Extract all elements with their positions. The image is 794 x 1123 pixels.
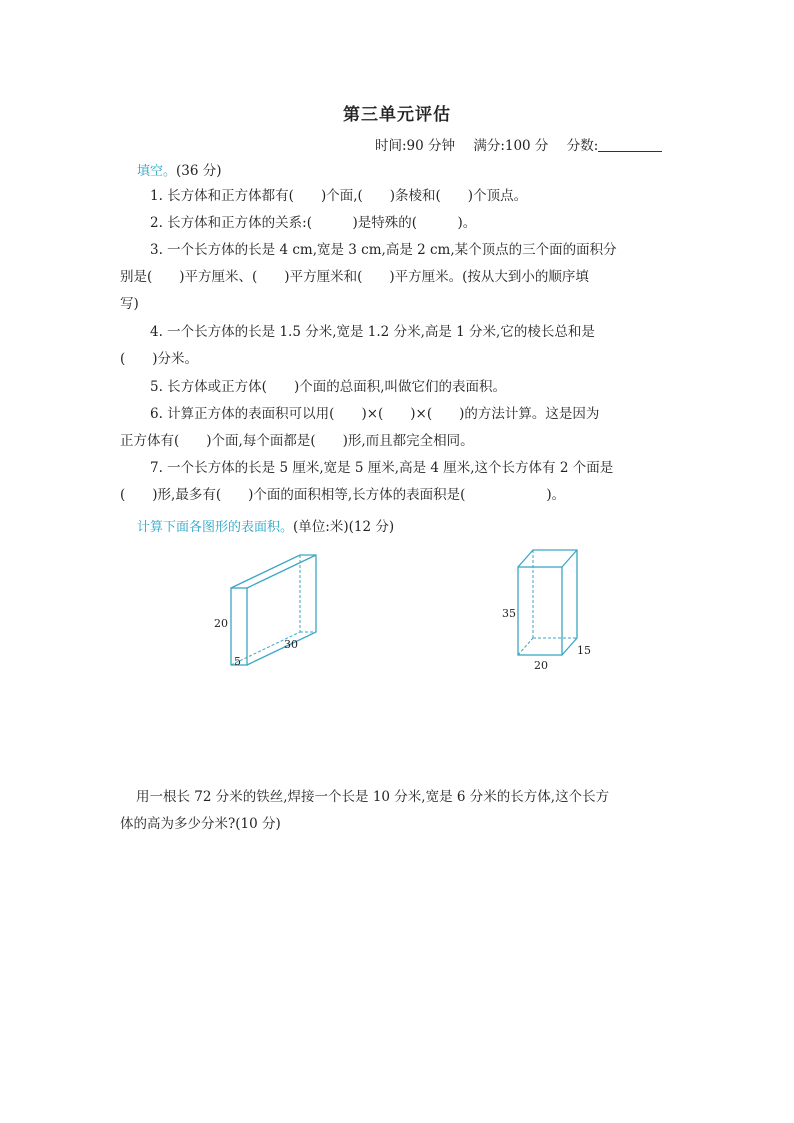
question-line: ( )形,最多有( )个面的面积相等,长方体的表面积是( )。: [120, 487, 566, 503]
exam-meta: [375, 134, 676, 154]
width-label: 5: [234, 655, 241, 668]
question-line: 正方体有( )个面,每个面都是( )形,而且都完全相同。: [120, 433, 474, 449]
section-surface-area: [137, 515, 394, 535]
full-score: 满分:100 分: [473, 138, 549, 154]
height-label: 20: [214, 617, 228, 630]
section-fill-in-points: (36 分): [176, 163, 222, 179]
section-fill-in: [137, 159, 222, 179]
visible-edges: [231, 555, 316, 665]
front-face: [231, 588, 247, 665]
width-label: 15: [577, 644, 591, 657]
top-edge: [562, 550, 577, 567]
section-surface-area-points: (单位:米)(12 分): [293, 519, 395, 535]
question-4: [120, 319, 676, 373]
hidden-edge: [518, 638, 533, 655]
page-title: 第三单元评估: [343, 105, 451, 125]
question-line: 6. 计算正方体的表面积可以用( )×( )×( )的方法计算。这是因为: [150, 406, 600, 422]
question-line: 3. 一个长方体的长是 4 cm,宽是 3 cm,高是 2 cm,某个顶点的三个面的面积分: [150, 242, 617, 258]
question-1: [120, 183, 676, 210]
question-line: 2. 长方体和正方体的关系:( )是特殊的( )。: [150, 215, 477, 231]
problem-line: 体的高为多少分米?(10 分): [120, 816, 281, 832]
question-line: 5. 长方体或正方体( )个面的总面积,叫做它们的表面积。: [150, 379, 506, 395]
question-line: 4. 一个长方体的长是 1.5 分米,宽是 1.2 分米,高是 1 分米,它的棱长总和是: [150, 324, 595, 340]
question-line: 写): [120, 296, 139, 312]
time-limit: 时间:90 分钟: [375, 138, 456, 154]
section-surface-area-head: 计算下面各图形的表面积。: [137, 520, 294, 535]
question-3: [120, 237, 676, 318]
problem-line: 用一根长 72 分米的铁丝,焊接一个长是 10 分米,宽是 6 分米的长方体,这个长方: [136, 789, 610, 805]
question-line: 1. 长方体和正方体都有( )个面,( )条棱和( )个顶点。: [150, 188, 528, 204]
cuboid-figure-2: [498, 545, 598, 675]
height-label: 35: [502, 607, 516, 620]
front-face: [518, 567, 562, 655]
question-2: [120, 210, 676, 237]
score-label: 分数:: [566, 138, 599, 154]
question-line: 别是( )平方厘米、( )平方厘米和( )平方厘米。(按从大到小的顺序填: [120, 269, 589, 285]
word-problem: [120, 784, 676, 838]
score-blank[interactable]: [598, 139, 662, 152]
length-label: 20: [534, 659, 548, 672]
question-6: [120, 401, 676, 455]
section-fill-in-head: 填空。: [137, 164, 177, 179]
top-edge: [247, 555, 316, 588]
question-line: ( )分米。: [120, 351, 199, 367]
cuboid-figure-1: [205, 550, 335, 675]
question-5: [120, 374, 676, 401]
length-label: 30: [284, 638, 298, 651]
visible-edges: [518, 550, 577, 655]
question-line: 7. 一个长方体的长是 5 厘米,宽是 5 厘米,高是 4 厘米,这个长方体有 2 个面是: [150, 460, 614, 476]
question-7: [120, 455, 676, 509]
